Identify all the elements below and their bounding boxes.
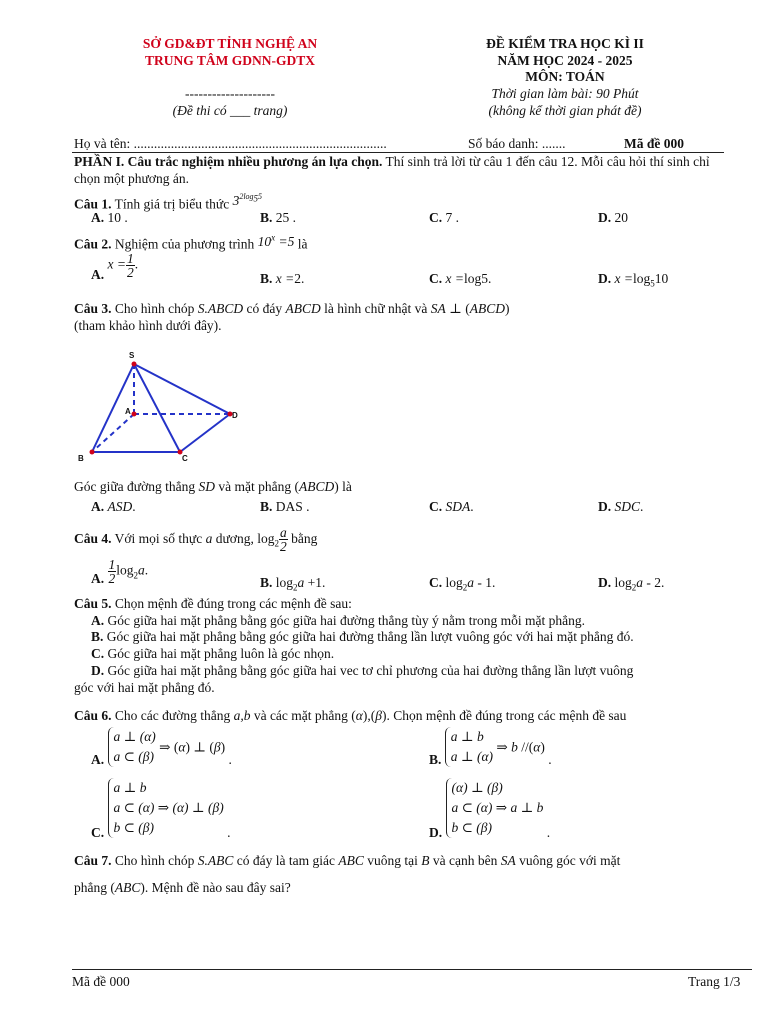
footer-page-number: Trang 1/3 — [688, 974, 741, 989]
dept-name: SỞ GD&ĐT TỈNH NGHỆ AN — [142, 36, 318, 51]
edge-sc — [134, 364, 180, 452]
q5-option-a[interactable]: A. Góc giữa hai mặt phẳng bằng góc giữa hai đường thẳng tùy ý nằm trong mỗi mặt phẳng. — [91, 613, 585, 628]
center-name: TRUNG TÂM GDNN-GDTX — [144, 53, 315, 68]
q2-option-b[interactable]: B. x =2. — [260, 271, 305, 286]
page-count-note: (Đề thi có ___ trang) — [172, 103, 288, 118]
question-7-cont: phẳng (ABC). Mệnh đề nào sau đây sai? — [74, 880, 291, 895]
exam-code: Mã đề 000 — [624, 136, 684, 151]
edge-cd — [180, 414, 230, 452]
q5-option-d[interactable]: D. Góc giữa hai mặt phẳng bằng góc giữa hai vec tơ chỉ phương của hai đường thẳng lần lượt vuông — [91, 663, 634, 678]
question-3: Câu 3. Cho hình chóp S.ABCD có đáy ABCD là hình chữ nhật và SA ⊥ (ABCD) — [74, 301, 510, 316]
part1-desc: Thí sinh trả lời từ câu 1 đến câu 12. Mỗi câu hỏi thí sinh chỉ chọn một phương án. — [74, 154, 710, 186]
time-limit: Thời gian làm bài: 90 Phút — [491, 86, 639, 101]
question-1 — [74, 192, 734, 213]
q3-option-c[interactable]: C. SDA. — [429, 499, 474, 514]
q1-option-a[interactable]: A. 10 . — [91, 210, 128, 225]
q1-option-c[interactable]: C. 7 . — [429, 210, 459, 225]
q4-option-d[interactable]: D. $\log_2a - 2$. — [598, 575, 665, 593]
q2-option-c[interactable]: C. x =log5. — [429, 271, 492, 286]
q5-option-c[interactable]: C. Góc giữa hai mặt phẳng luôn là góc nhọn. — [91, 646, 335, 661]
question-5: Câu 5. Chọn mệnh đề đúng trong các mệnh đề sau: — [74, 596, 352, 611]
part1-title: PHẦN I. Câu trắc nghiệm nhiều phương án lựa chọn. — [74, 154, 383, 169]
question-2: Câu 2. Nghiệm của phương trình $10^x =5$ là — [74, 232, 308, 252]
q3-reference: (tham khảo hình dưới đây). — [74, 318, 222, 333]
pyramid-figure — [76, 348, 246, 466]
question-4: Câu 4. Với mọi số thực a dương, $\log_2$ $\frac{a}{2}$ bằng — [74, 525, 318, 555]
q3-option-a[interactable]: A. ASD. — [91, 499, 136, 514]
q4-option-c[interactable]: C. $\log_2a - 1$. — [429, 575, 496, 593]
label-b: B — [78, 454, 84, 463]
label-d: D — [232, 411, 238, 420]
exam-title: ĐỀ KIỂM TRA HỌC KÌ II — [486, 36, 644, 51]
q1-option-b[interactable]: B. 25 . — [260, 210, 297, 225]
q3-option-d[interactable]: D. SDC. — [598, 499, 644, 514]
edge-ab — [92, 414, 134, 452]
q1-label: Câu 1. — [74, 196, 112, 212]
time-note: (không kể thời gian phát đề) — [488, 103, 642, 118]
q5-option-b[interactable]: B. Góc giữa hai mặt phẳng bằng góc giữa hai đường thẳng lần lượt vuông góc với hai mặt phẳng đó. — [91, 629, 634, 644]
school-year: NĂM HỌC 2024 - 2025 — [497, 53, 633, 68]
q1-text: Tính giá trị biểu thức — [111, 196, 233, 212]
q6-option-b[interactable]: B. a ⊥ b a ⊥ (α) ⇒ b //(α) . — [429, 729, 552, 768]
q2-text: Nghiệm của phương trình — [111, 236, 258, 252]
footer-divider — [72, 969, 752, 970]
label-a: A — [125, 407, 131, 416]
q1-expression: $3^{2log_55}$ — [232, 192, 263, 208]
q6-option-c[interactable]: C. a ⊥ b a ⊂ (α) ⇒ (α) ⊥ (β) b ⊂ (β) . — [91, 780, 231, 841]
question-6: Câu 6. Cho các đường thẳng a,b và các mặt phẳng (α),(β). Chọn mệnh đề đúng trong các mệnh đề sau — [74, 708, 627, 723]
q2-label: Câu 2. — [74, 236, 112, 252]
footer-exam-code: Mã đề 000 — [72, 974, 130, 989]
subject: MÔN: TOÁN — [525, 69, 605, 84]
student-name-field: Họ và tên: ........................................................................... — [74, 136, 387, 151]
q3-question: Góc giữa đường thẳng SD và mặt phẳng (ABCD) là — [74, 479, 352, 494]
student-id-field: Số báo danh: ....... — [468, 136, 566, 151]
edge-sd — [134, 364, 230, 414]
q6-option-d[interactable]: D. (α) ⊥ (β) a ⊂ (α) ⇒ a ⊥ b b ⊂ (β) . — [429, 780, 551, 841]
header-dashes: -------------------- — [185, 86, 275, 101]
part1-instructions — [74, 153, 734, 187]
q2-option-a[interactable]: A. x = $\frac{1}{2}$ . — [91, 251, 139, 282]
q1-option-d[interactable]: D. 20 — [598, 210, 628, 225]
label-c: C — [182, 454, 188, 463]
q5-option-d-cont: góc với hai mặt phẳng đó. — [74, 680, 215, 695]
q4-option-b[interactable]: B. $\log_2a +1$. — [260, 575, 326, 593]
question-7: Câu 7. Cho hình chóp S.ABC có đáy là tam giác ABC vuông tại B và cạnh bên SA vuông góc với mặt — [74, 853, 621, 868]
q2-option-d[interactable]: D. $x =\log_510$ — [598, 271, 669, 289]
q3-option-b[interactable]: B. DAS . — [260, 499, 310, 514]
q4-option-a[interactable]: A. $\frac{1}{2}$ $\log_2a$. — [91, 557, 149, 586]
q6-option-a[interactable]: A. a ⊥ (α) a ⊂ (β) ⇒ (α) ⊥ (β) . — [91, 729, 232, 768]
label-s: S — [129, 351, 135, 360]
q2-equation: $10^x =5$ — [257, 232, 295, 249]
